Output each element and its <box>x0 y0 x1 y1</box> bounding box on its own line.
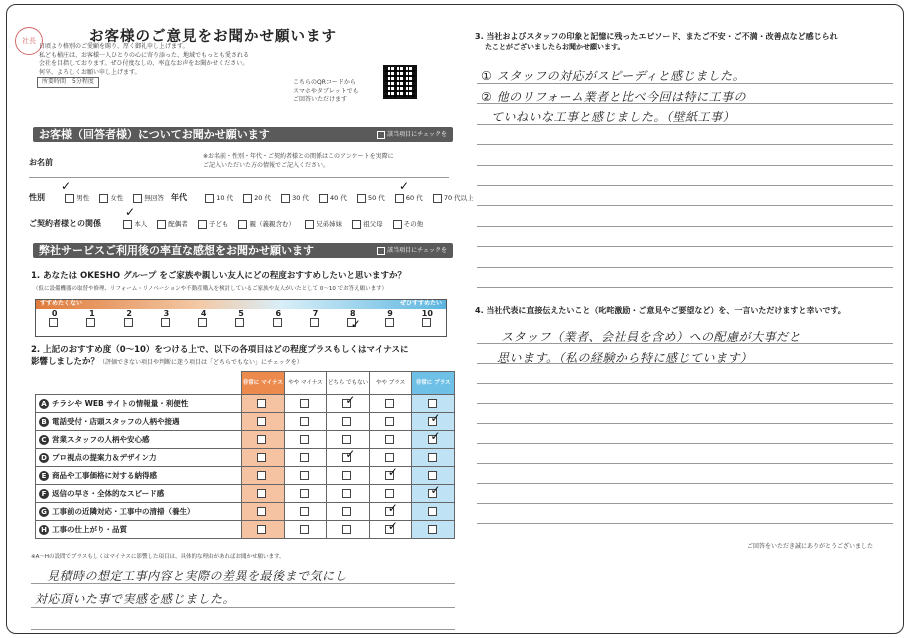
age-70-check: ✓ <box>399 179 410 193</box>
impact-checkbox[interactable] <box>342 435 351 444</box>
impact-checkbox[interactable] <box>385 417 394 426</box>
impact-checkbox[interactable] <box>342 507 351 516</box>
row-label: 商品や工事価格に対する納得感 <box>52 471 157 480</box>
age-40-checkbox[interactable] <box>319 194 328 203</box>
impact-option-cell[interactable] <box>412 413 455 431</box>
answer-ruled-line <box>477 165 893 166</box>
impact-option-cell[interactable] <box>369 485 412 503</box>
impact-column-header: やや プラス <box>369 372 412 395</box>
answer-ruled-line <box>477 144 893 145</box>
impact-option-cell[interactable] <box>242 467 285 485</box>
impact-option-cell[interactable] <box>412 449 455 467</box>
qr-text: こちらのQRコードから スマホやタブレットでも ご回答いただけます <box>293 79 359 103</box>
nps-option-label: 2 <box>126 309 132 318</box>
nps-option-label: 1 <box>89 309 95 318</box>
impact-selected-check: ✓ <box>430 483 441 497</box>
nps-option-8[interactable] <box>334 309 371 336</box>
impact-row-b <box>36 413 455 431</box>
row-key-badge: G <box>39 507 49 517</box>
row-label: 電話受付・店頭スタッフの人柄や接遇 <box>52 417 180 426</box>
thanks-note: ご回答をいただき誠にありがとうございました <box>747 543 874 550</box>
impact-checkbox[interactable] <box>300 525 309 534</box>
q2-footnote: ※A〜Hの設問でプラスもしくはマイナスに影響した項目は、具体的な理由があればお聞かせ願います。 <box>31 554 285 560</box>
impact-checkbox[interactable] <box>257 417 266 426</box>
impact-checkbox[interactable] <box>385 399 394 408</box>
impact-checkbox[interactable] <box>300 471 309 480</box>
impact-checkbox[interactable] <box>300 453 309 462</box>
nps-option-9[interactable] <box>371 309 408 336</box>
impact-checkbox[interactable] <box>342 525 351 534</box>
q4-answer-line-1: スタッフ（業者、会社員を含め）への配慮が大事だと <box>501 330 802 344</box>
impact-option-cell[interactable] <box>327 485 370 503</box>
q2-comment-line-2 <box>31 607 455 608</box>
impact-checkbox[interactable] <box>428 525 437 534</box>
row-label: チラシや WEB サイトの情報量・利便性 <box>52 399 189 408</box>
impact-checkbox[interactable] <box>300 435 309 444</box>
time-required: 所要時間 5分程度 <box>37 77 99 88</box>
answer-ruled-line <box>477 287 893 288</box>
impact-option-cell[interactable] <box>412 521 455 539</box>
impact-column-header: 非常に プラス <box>412 372 455 395</box>
impact-option-cell[interactable] <box>284 485 327 503</box>
age-60-checkbox[interactable] <box>395 194 404 203</box>
nps-checkbox[interactable] <box>86 318 95 327</box>
impact-option-cell[interactable] <box>327 431 370 449</box>
answer-ruled-line <box>477 503 893 504</box>
impact-option-cell[interactable] <box>369 449 412 467</box>
q2-comment-line-1-text: 見積時の想定工事内容と実際の差異を最後まで気にし <box>47 569 348 583</box>
nps-option-label: 5 <box>238 309 244 318</box>
impact-row-a <box>36 395 455 413</box>
impact-option-cell[interactable] <box>412 503 455 521</box>
impact-checkbox[interactable] <box>257 525 266 534</box>
impact-option-cell[interactable] <box>369 395 412 413</box>
q4-title: 4. 当社代表に直接伝えたいこと（叱咤激励・ご意見やご要望など）を、一言いただけますと幸いです。 <box>475 306 846 315</box>
row-label: 営業スタッフの人柄や安心感 <box>52 435 150 444</box>
nps-low-label: すすめたくない <box>40 300 83 307</box>
section-respondent-header: お客様（回答者様）についてお聞かせ願います 該当項目にチェックを <box>33 127 453 142</box>
impact-checkbox[interactable] <box>257 399 266 408</box>
row-key-badge: H <box>39 525 49 535</box>
row-key-badge: F <box>39 489 49 499</box>
nps-option-label: 9 <box>387 309 393 318</box>
q2-title: 2. 上記のおすすめ度（0〜10）をつける上で、以下の各項目はどの程度プラスもしくはマイナスに 影響しましたか？（評価できない項目や判断に迷う項目は「どちらでもない」にチェックを） <box>31 345 409 367</box>
nps-option-0[interactable] <box>36 309 73 336</box>
impact-checkbox[interactable] <box>428 399 437 408</box>
impact-table <box>35 371 455 539</box>
row-key-badge: D <box>39 453 49 463</box>
name-note: ※お名前・性別・年代・ご契約者様との関係はこのアンケートを実際に ご記入いただいた方の情報でご記入ください。 <box>203 153 394 169</box>
q3-answer-line-1: ① スタッフの対応がスピーディと感じました。 <box>481 69 746 83</box>
relation-spouse-checkbox[interactable] <box>157 220 166 229</box>
impact-option-cell[interactable] <box>369 521 412 539</box>
impact-row-e <box>36 467 455 485</box>
impact-option-cell[interactable] <box>284 521 327 539</box>
survey-sheet <box>6 4 904 634</box>
gender-none-checkbox[interactable] <box>133 194 142 203</box>
nps-checkbox[interactable] <box>49 318 58 327</box>
impact-option-cell[interactable] <box>284 449 327 467</box>
impact-checkbox[interactable] <box>257 507 266 516</box>
answer-ruled-line <box>477 403 893 404</box>
gender-female-checkbox[interactable] <box>99 194 108 203</box>
president-stamp: 社長 <box>15 27 43 55</box>
row-label: プロ視点の提案力＆デザイン力 <box>52 453 157 462</box>
impact-option-cell[interactable] <box>327 449 370 467</box>
age-row: 年代 10 代 20 代 30 代 40 代 50 代 60 代 70 代以上 <box>171 193 474 202</box>
age-30-checkbox[interactable] <box>281 194 290 203</box>
nps-option-2[interactable] <box>111 309 148 336</box>
impact-checkbox[interactable] <box>385 435 394 444</box>
nps-checkbox[interactable] <box>124 318 133 327</box>
relation-row: ご契約者様との関係 本人 配偶者 子ども 親（義親含む） 兄弟姉妹 祖父母 その他 <box>29 219 424 228</box>
name-line <box>29 177 449 178</box>
row-label: 工事の仕上がり・品質 <box>52 525 127 534</box>
nps-scale <box>35 299 447 337</box>
nps-checkbox[interactable] <box>235 318 244 327</box>
nps-selected-check: ✓ <box>350 317 361 331</box>
impact-option-cell[interactable] <box>242 503 285 521</box>
nps-checkbox[interactable] <box>385 318 394 327</box>
impact-option-cell[interactable] <box>369 413 412 431</box>
impact-option-cell[interactable] <box>284 467 327 485</box>
answer-ruled-line <box>477 226 893 227</box>
impact-selected-check: ✓ <box>345 393 356 407</box>
gender-row: 性別 男性 女性 無回答 <box>29 193 164 202</box>
impact-checkbox[interactable] <box>342 471 351 480</box>
gender-label: 性別 <box>29 193 45 202</box>
row-key-badge: A <box>39 399 49 409</box>
age-50-checkbox[interactable] <box>357 194 366 203</box>
answer-ruled-line <box>477 383 893 384</box>
q3-title: 3. 当社およびスタッフの印象と記憶に残ったエピソード、またご不安・ご不満・改善点など感じられ たことがございましたらお聞かせ願います。 <box>475 32 838 51</box>
answer-ruled-line <box>477 205 893 206</box>
impact-option-cell[interactable] <box>242 395 285 413</box>
impact-option-cell[interactable] <box>284 503 327 521</box>
impact-selected-check: ✓ <box>387 465 398 479</box>
nps-option-label: 10 <box>421 309 433 318</box>
nps-option-label: 7 <box>312 309 319 318</box>
impact-option-cell[interactable] <box>242 449 285 467</box>
nps-checkbox[interactable] <box>161 318 170 327</box>
nps-checkbox[interactable] <box>310 318 319 327</box>
section-impression-header: 弊社サービスご利用後の率直な感想をお聞かせ願います 該当項目にチェックを <box>33 243 453 258</box>
page-title: お客様のご意見をお聞かせ願います <box>89 29 337 45</box>
impact-option-cell[interactable] <box>369 467 412 485</box>
nps-option-label: 6 <box>275 309 282 318</box>
impact-row-d <box>36 449 455 467</box>
answer-ruled-line <box>477 267 893 268</box>
relation-self-check: ✓ <box>125 205 136 219</box>
impact-checkbox[interactable] <box>342 489 351 498</box>
nps-checkbox[interactable] <box>422 318 431 327</box>
impact-option-cell[interactable] <box>242 413 285 431</box>
age-70-checkbox[interactable] <box>433 194 442 203</box>
impact-selected-check: ✓ <box>430 411 441 425</box>
q3-answer-line-3: ていねいな工事と感じました。（壁紙工事） <box>491 110 736 124</box>
impact-checkbox[interactable] <box>300 399 309 408</box>
gender-male-checkbox[interactable] <box>65 194 74 203</box>
impact-checkbox[interactable] <box>428 471 437 480</box>
impact-option-cell[interactable] <box>284 431 327 449</box>
impact-checkbox[interactable] <box>385 453 394 462</box>
impact-column-header: やや マイナス <box>284 372 327 395</box>
answer-ruled-line <box>477 185 893 186</box>
relation-parent-checkbox[interactable] <box>238 220 247 229</box>
impact-checkbox[interactable] <box>257 453 266 462</box>
nps-option-3[interactable] <box>148 309 185 336</box>
impact-option-cell[interactable] <box>369 431 412 449</box>
impact-option-cell[interactable] <box>412 485 455 503</box>
impact-selected-check: ✓ <box>387 519 398 533</box>
answer-ruled-line <box>477 423 893 424</box>
impact-option-cell[interactable] <box>412 395 455 413</box>
relation-sibling-checkbox[interactable] <box>305 220 314 229</box>
q4-answer-line-2: 思います。（私の経験から特に感じています） <box>497 351 753 365</box>
impact-selected-check: ✓ <box>387 501 398 515</box>
nps-option-1[interactable] <box>73 309 110 336</box>
impact-option-cell[interactable] <box>284 413 327 431</box>
row-key-badge: B <box>39 417 49 427</box>
impact-row-f <box>36 485 455 503</box>
relation-other-checkbox[interactable] <box>393 220 402 229</box>
qr-code-icon[interactable] <box>383 65 417 99</box>
relation-child-checkbox[interactable] <box>198 220 207 229</box>
impact-row-g <box>36 503 455 521</box>
q2-comment-line-2-text: 対応頂いた事で実感を感じました。 <box>35 592 236 606</box>
age-10-checkbox[interactable] <box>205 194 214 203</box>
name-label: お名前 <box>29 158 53 167</box>
q2-comment-line-3 <box>31 629 455 630</box>
impact-row-c <box>36 431 455 449</box>
impact-checkbox[interactable] <box>300 489 309 498</box>
nps-option-label: 3 <box>163 309 170 318</box>
nps-option-label: 4 <box>200 309 207 318</box>
q1-subtitle: （仮に設備機器の取替や修理、リフォーム・リノベーションや不動産購入を検討しているご家族や友人がいたとして 0〜10 でお答え願います） <box>33 286 388 292</box>
nps-option-5[interactable] <box>222 309 259 336</box>
impact-option-cell[interactable] <box>242 485 285 503</box>
impact-row-h <box>36 521 455 539</box>
answer-ruled-line <box>477 483 893 484</box>
row-key-badge: E <box>39 471 49 481</box>
impact-option-cell[interactable] <box>327 521 370 539</box>
row-label: 工事前の近隣対応・工事中の清掃（養生） <box>52 507 195 516</box>
impact-checkbox[interactable] <box>385 489 394 498</box>
row-label: 返信の早さ・全体的なスピード感 <box>52 489 165 498</box>
nps-option-6[interactable] <box>260 309 297 336</box>
impact-checkbox[interactable] <box>257 471 266 480</box>
impact-option-cell[interactable] <box>412 467 455 485</box>
impact-checkbox[interactable] <box>300 417 309 426</box>
row-key-badge: C <box>39 435 49 445</box>
relation-self-checkbox[interactable] <box>123 220 132 229</box>
impact-header-row <box>36 372 455 395</box>
impact-checkbox[interactable] <box>257 435 266 444</box>
nps-option-4[interactable] <box>185 309 222 336</box>
answer-ruled-line <box>477 246 893 247</box>
impact-column-header: 非常に マイナス <box>242 372 285 395</box>
q1-title: 1. あなたは OKESHO グループ をご家族や親しい友人にどの程度おすすめしたいと思いますか？ <box>31 271 406 281</box>
intro-text: 日頃より格別のご愛顧を賜り、厚く御礼申し上げます。 私ども桶庄は、お客様一人ひとりの心に寄り添った、地域でもっとも愛される 会社を目指しております。ぜひ付度なしの、率直なお声をお聞かせください。 何卒、よろしくお願い申し上げます。 <box>39 43 250 76</box>
nps-option-7[interactable] <box>297 309 334 336</box>
impact-checkbox[interactable] <box>257 489 266 498</box>
impact-option-cell[interactable] <box>327 413 370 431</box>
impact-option-cell[interactable] <box>327 503 370 521</box>
age-label: 年代 <box>171 193 187 202</box>
answer-ruled-line <box>477 443 893 444</box>
answer-ruled-line <box>477 523 893 524</box>
impact-option-cell[interactable] <box>284 395 327 413</box>
impact-option-cell[interactable] <box>242 521 285 539</box>
relation-label: ご契約者様との関係 <box>29 219 101 228</box>
impact-checkbox[interactable] <box>300 507 309 516</box>
nps-option-label: 0 <box>51 309 58 318</box>
relation-grandparent-checkbox[interactable] <box>352 220 361 229</box>
impact-option-cell[interactable] <box>369 503 412 521</box>
age-20-checkbox[interactable] <box>243 194 252 203</box>
answer-ruled-line <box>477 463 893 464</box>
impact-option-cell[interactable] <box>327 395 370 413</box>
nps-option-10[interactable] <box>409 309 446 336</box>
nps-high-label: ぜひすすめたい <box>399 300 442 307</box>
gender-male-check: ✓ <box>61 179 72 193</box>
nps-checkbox[interactable] <box>273 318 282 327</box>
impact-option-cell[interactable] <box>327 467 370 485</box>
impact-selected-check: ✓ <box>345 447 356 461</box>
impact-checkbox[interactable] <box>428 453 437 462</box>
q3-answer-line-2: ② 他のリフォーム業者と比べ今回は特に工事の <box>481 90 746 104</box>
nps-checkbox[interactable] <box>198 318 207 327</box>
nps-option-label: 8 <box>350 309 356 318</box>
impact-selected-check: ✓ <box>430 429 441 443</box>
impact-checkbox[interactable] <box>428 507 437 516</box>
impact-checkbox[interactable] <box>342 417 351 426</box>
impact-column-header: どちら でもない <box>327 372 370 395</box>
impact-option-cell[interactable] <box>242 431 285 449</box>
impact-option-cell[interactable] <box>412 431 455 449</box>
